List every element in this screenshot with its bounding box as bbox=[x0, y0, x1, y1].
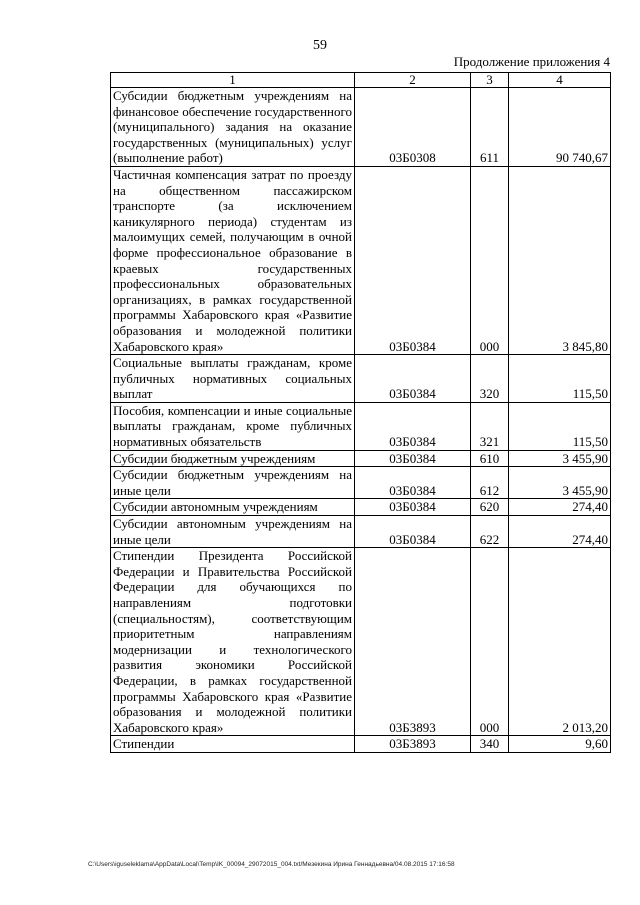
row-code-cell: 03Б3893 bbox=[355, 736, 471, 753]
row-name-cell: Стипендии Президента Российской Федерации и Правительства Российской Федерации для обучающихся по направлениям подготовки (специальностям), соответствующим приоритетным направлениям модернизации и технологического развития экономики Российской Федерации, в рамках государственной программы Хабаровского края «Развитие образования и молодежной политики Хабаровского края» bbox=[111, 548, 355, 736]
continuation-note: Продолжение приложения 4 bbox=[453, 54, 610, 69]
row-amount-cell: 115,50 bbox=[509, 355, 611, 403]
header-col-1: 1 bbox=[111, 73, 355, 88]
row-name-cell: Субсидии автономным учреждениям bbox=[111, 499, 355, 516]
table-row bbox=[111, 499, 611, 516]
row-kvr-cell: 612 bbox=[471, 467, 509, 499]
row-amount-cell: 115,50 bbox=[509, 402, 611, 450]
budget-table bbox=[110, 72, 611, 753]
header-col-4: 4 bbox=[509, 73, 611, 88]
table-row bbox=[111, 467, 611, 499]
row-code-cell: 03Б0384 bbox=[355, 355, 471, 403]
row-kvr-cell: 622 bbox=[471, 516, 509, 548]
row-code-cell: 03Б0384 bbox=[355, 499, 471, 516]
file-path-footer: C:\Users\iguseleklama\AppData\Local\Temp\IK_00094_29072015_004.txt/Мезекина Ирина Геннадьевна/04.08.2015 17:16:58 bbox=[88, 861, 455, 868]
row-amount-cell: 274,40 bbox=[509, 499, 611, 516]
row-kvr-cell: 620 bbox=[471, 499, 509, 516]
page-number: 59 bbox=[313, 38, 327, 53]
row-kvr-cell: 000 bbox=[471, 166, 509, 354]
table-row bbox=[111, 736, 611, 753]
row-kvr-cell: 610 bbox=[471, 450, 509, 467]
row-name-cell: Частичная компенсация затрат по проезду на общественном пассажирском транспорте (за исключением каникулярного периода) студентам из малоимущих семей, получающим в очной форме профессиональное образование в краевых государственных профессиональных образовательных организациях, в рамках государственной программы Хабаровского края «Развитие образования и молодежной политики Хабаровского края» bbox=[111, 166, 355, 354]
row-amount-cell: 3 455,90 bbox=[509, 467, 611, 499]
row-amount-cell: 9,60 bbox=[509, 736, 611, 753]
table-row bbox=[111, 355, 611, 403]
table-row bbox=[111, 88, 611, 167]
table-row bbox=[111, 516, 611, 548]
header-col-2: 2 bbox=[355, 73, 471, 88]
row-code-cell: 03Б3893 bbox=[355, 548, 471, 736]
row-kvr-cell: 000 bbox=[471, 548, 509, 736]
row-amount-cell: 3 845,80 bbox=[509, 166, 611, 354]
row-name-cell: Субсидии бюджетным учреждениям на иные цели bbox=[111, 467, 355, 499]
row-code-cell: 03Б0308 bbox=[355, 88, 471, 167]
row-name-cell: Социальные выплаты гражданам, кроме публичных нормативных социальных выплат bbox=[111, 355, 355, 403]
header-col-3: 3 bbox=[471, 73, 509, 88]
row-name-cell: Пособия, компенсации и иные социальные выплаты гражданам, кроме публичных нормативных обязательств bbox=[111, 402, 355, 450]
row-amount-cell: 3 455,90 bbox=[509, 450, 611, 467]
row-kvr-cell: 320 bbox=[471, 355, 509, 403]
row-name-cell: Субсидии автономным учреждениям на иные цели bbox=[111, 516, 355, 548]
table-row bbox=[111, 450, 611, 467]
table-row bbox=[111, 548, 611, 736]
row-code-cell: 03Б0384 bbox=[355, 166, 471, 354]
row-amount-cell: 274,40 bbox=[509, 516, 611, 548]
row-name-cell: Субсидии бюджетным учреждениям на финансовое обеспечение государственного (муниципального) задания на оказание государственных (муниципальных) услуг (выполнение работ) bbox=[111, 88, 355, 167]
row-kvr-cell: 611 bbox=[471, 88, 509, 167]
row-kvr-cell: 340 bbox=[471, 736, 509, 753]
row-kvr-cell: 321 bbox=[471, 402, 509, 450]
row-amount-cell: 2 013,20 bbox=[509, 548, 611, 736]
row-code-cell: 03Б0384 bbox=[355, 402, 471, 450]
row-name-cell: Стипендии bbox=[111, 736, 355, 753]
table-row bbox=[111, 166, 611, 354]
row-code-cell: 03Б0384 bbox=[355, 450, 471, 467]
row-name-cell: Субсидии бюджетным учреждениям bbox=[111, 450, 355, 467]
row-code-cell: 03Б0384 bbox=[355, 467, 471, 499]
table-header-row bbox=[111, 73, 611, 88]
row-amount-cell: 90 740,67 bbox=[509, 88, 611, 167]
table-row bbox=[111, 402, 611, 450]
row-code-cell: 03Б0384 bbox=[355, 516, 471, 548]
